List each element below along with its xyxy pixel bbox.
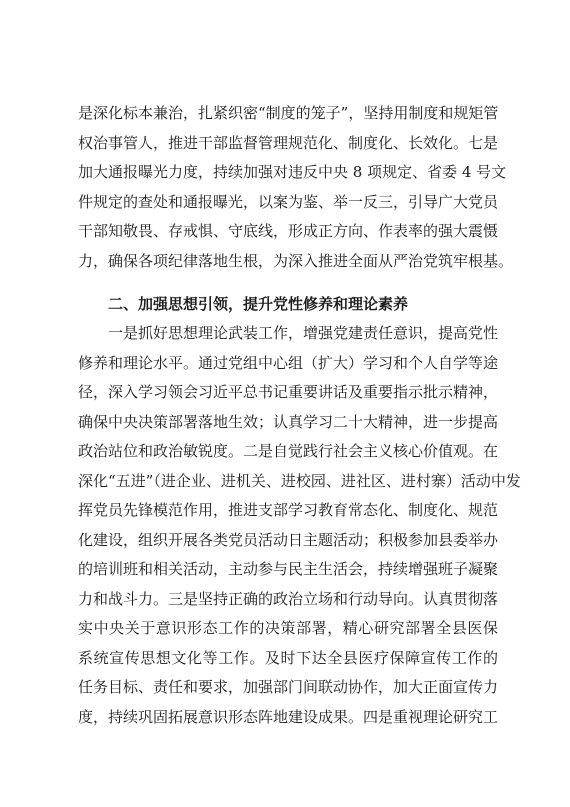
section-heading	[78, 290, 498, 320]
text-line: 一是抓好思想理论武装工作，增强党建责任意识，提高党性	[108, 324, 499, 342]
text-line: 实中央关于意识形态工作的决策部署，精心研究部署全县医保	[78, 619, 498, 637]
text-line: 加大通报曝光力度，持续加强对违反中央 8 项规定、省委 4 号文	[78, 163, 507, 181]
text-line: 径，深入学习领会习近平总书记重要讲话及重要指示批示精神，	[78, 383, 499, 401]
text-line: 化建设，组织开展各类党员活动日主题活动；积极参加县委举办	[78, 530, 499, 549]
text-line: 力，确保各项纪律落地生根，为深入推进全面从严治党筑牢根基。	[78, 251, 514, 270]
text-line: 件规定的查处和通报曝光，以案为鉴、举一反三，引导广大党员	[78, 192, 499, 211]
text-line: 度，持续巩固拓展意识形态阵地建设成果。四是重视理论研究工	[78, 707, 499, 726]
text-line: 权治事管人，推进干部监督管理规范化、制度化、长效化。七是	[78, 133, 499, 152]
text-line: 深化“五进”（进企业、进机关、进校园、进社区、进村寨）活动中发	[78, 471, 521, 490]
text-line: 政治站位和政治敏锐度。二是自觉践行社会主义核心价值观。在	[78, 442, 499, 460]
text-line: 任务目标、责任和要求，加强部门间联动协作，加大正面宣传力	[78, 678, 499, 696]
text-line: 力和战斗力。三是坚持正确的政治立场和行动导向。认真贯彻落	[78, 589, 499, 608]
paragraph-discipline-supervision	[78, 99, 514, 276]
section-heading-text: 二、加强思想引领，提升党性修养和理论素养	[108, 295, 409, 313]
text-line: 确保中央决策部署落地生效；认真学习二十大精神，进一步提高	[78, 412, 499, 431]
text-line: 修养和理论水平。通过党组中心组（扩大）学习和个人自学等途	[78, 353, 499, 372]
text-line: 系统宣传思想文化等工作。及时下达全县医疗保障宣传工作的	[78, 648, 498, 667]
text-line: 是深化标本兼治，扎紧织密“制度的笼子”，坚持用制度和规矩管	[78, 104, 499, 122]
text-line: 的培训班和相关活动，主动参与民主生活会，持续增强班子凝聚	[78, 560, 499, 578]
text-line: 挥党员先锋模范作用，推进支部学习教育常态化、制度化、规范	[78, 501, 499, 519]
text-line: 干部知敬畏、存戒惧、守底线，形成正方向、作表率的强大震慑	[78, 222, 499, 240]
paragraph-ideological-guidance	[78, 319, 521, 732]
